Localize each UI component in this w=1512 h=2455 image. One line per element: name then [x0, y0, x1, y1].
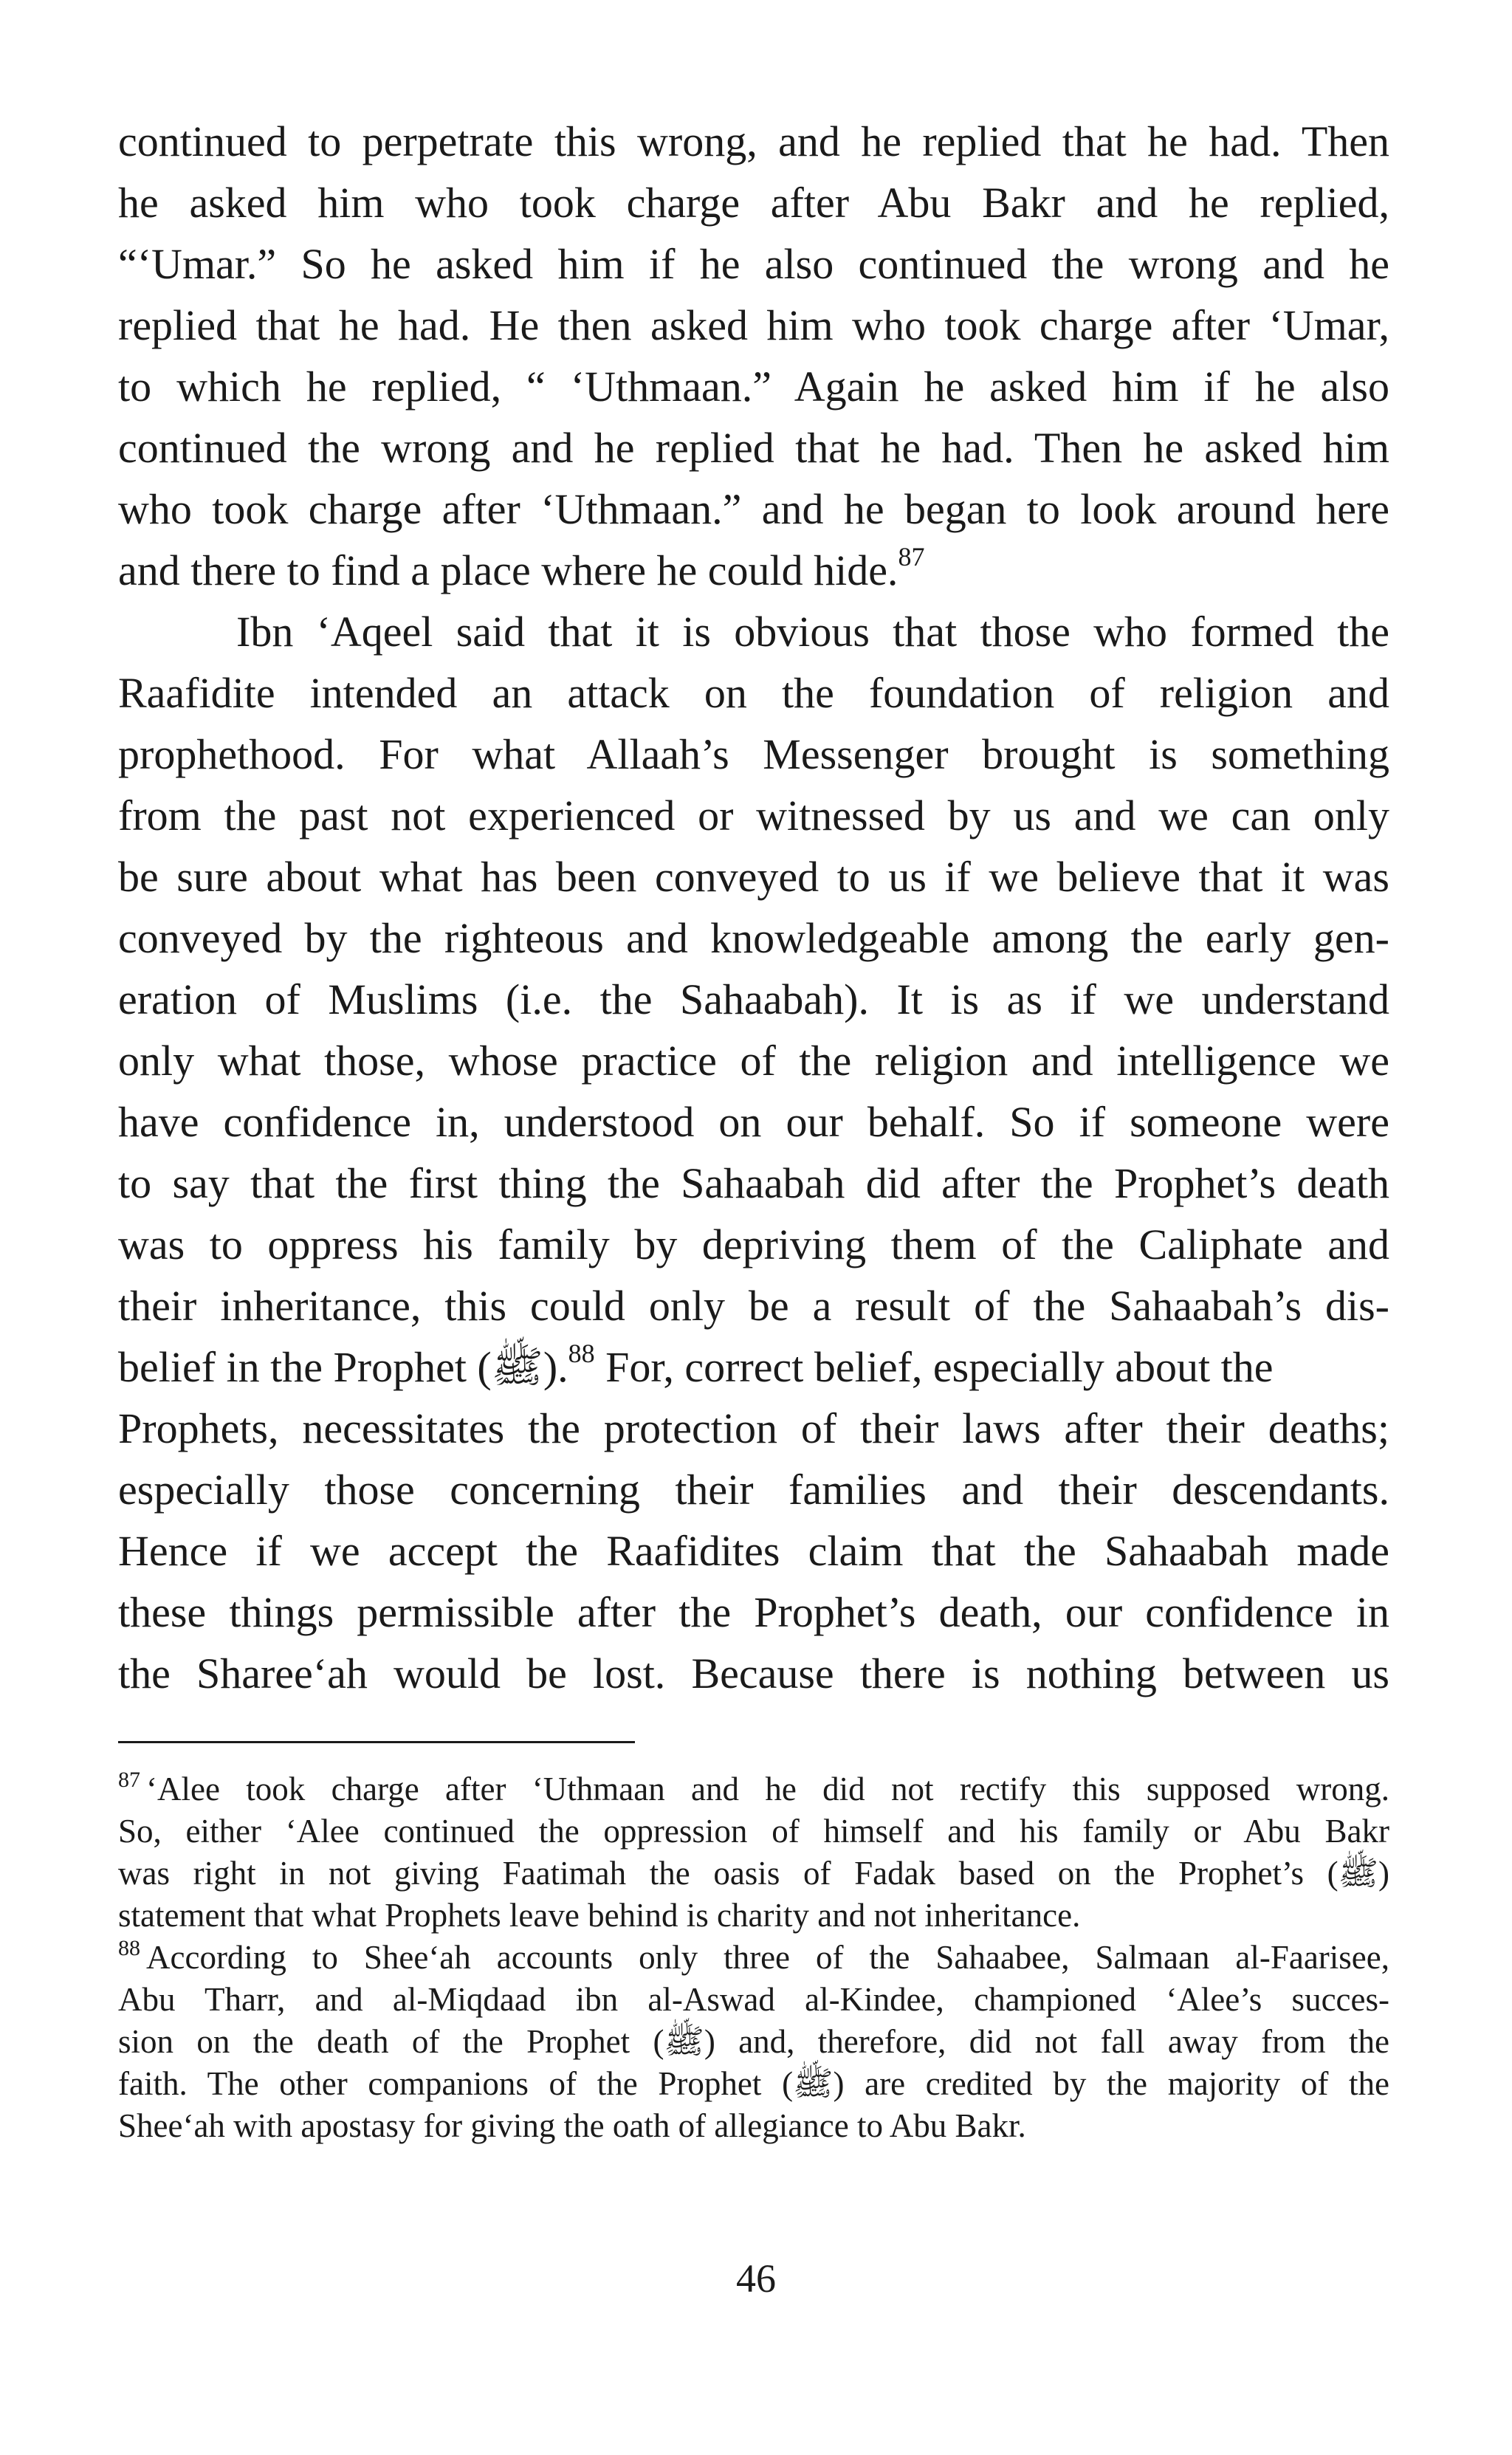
- footnote-separator: [118, 1741, 635, 1743]
- footnote-88-text-1: According to Shee‘ah accounts only three of the Sahaabee, Salmaan al-Faarisee,: [146, 1939, 1389, 1976]
- footnote-87-text-1: ‘Alee took charge after ‘Uthmaan and he did not rectify this supposed wrong.: [146, 1771, 1389, 1807]
- body-line-13: be sure about what has been conveyed to us if we believe that it was: [118, 853, 1389, 901]
- footnote-87-line-1: [118, 1768, 1389, 1810]
- footnote-87-number: 87: [118, 1768, 140, 1792]
- body-line-21: [118, 1336, 1389, 1398]
- body-line-26: the Sharee‘ah would be lost. Because there is nothing between us: [118, 1649, 1389, 1697]
- body-line-21-tail: For, correct belief, especially about the: [605, 1343, 1274, 1391]
- footnote-87-line-2: So, either ‘Alee continued the oppression of himself and his family or Abu Bakr: [118, 1813, 1389, 1850]
- footnote-88-line-3: sion on the death of the Prophet (ﷺ) and, therefore, did not fall away from the: [118, 2023, 1389, 2060]
- body-line-7: who took charge after ‘Uthmaan.” and he began to look around here: [118, 485, 1389, 533]
- footnote-87-line-4: statement that what Prophets leave behind is charity and not inheritance.: [118, 1897, 1081, 1934]
- body-line-21-text: belief in the Prophet (ﷺ).: [118, 1343, 568, 1391]
- footnote-88-line-2: Abu Tharr, and al-Miqdaad ibn al-Aswad al-Kindee, championed ‘Alee’s succes-: [118, 1981, 1389, 2018]
- body-line-14: conveyed by the righteous and knowledgeable among the early gen-: [118, 914, 1389, 962]
- body-line-4: replied that he had. He then asked him who took charge after ‘Umar,: [118, 301, 1389, 349]
- body-line-8: [118, 540, 1389, 601]
- body-line-9: Ibn ‘Aqeel said that it is obvious that those who formed the: [236, 608, 1389, 656]
- body-line-3: “‘Umar.” So he asked him if he also continued the wrong and he: [118, 240, 1389, 288]
- body-line-17: have confidence in, understood on our behalf. So if someone were: [118, 1098, 1389, 1146]
- main-text: [118, 111, 1389, 1704]
- footnote-88-line-4: faith. The other companions of the Prophet (ﷺ) are credited by the majority of the: [118, 2065, 1389, 2102]
- body-line-2: he asked him who took charge after Abu Bakr and he replied,: [118, 179, 1389, 227]
- footnotes: [118, 1768, 1389, 2147]
- footnote-88-line-1: [118, 1937, 1389, 1979]
- footnote-88-number: 88: [118, 1936, 140, 1960]
- body-line-16: only what those, whose practice of the religion and intelligence we: [118, 1037, 1389, 1085]
- body-line-6: continued the wrong and he replied that he had. Then he asked him: [118, 424, 1389, 472]
- body-line-18: to say that the first thing the Sahaabah did after the Prophet’s death: [118, 1159, 1389, 1207]
- body-line-5: to which he replied, “ ‘Uthmaan.” Again he asked him if he also: [118, 363, 1389, 411]
- body-line-24: Hence if we accept the Raafidites claim that the Sahaabah made: [118, 1527, 1389, 1575]
- footnote-ref-87: 87: [898, 542, 925, 571]
- body-line-20: their inheritance, this could only be a result of the Sahaabah’s dis-: [118, 1282, 1389, 1330]
- body-line-15: eration of Muslims (i.e. the Sahaabah). It is as if we understand: [118, 975, 1389, 1023]
- footnote-87-line-3: was right in not giving Faatimah the oasis of Fadak based on the Prophet’s (ﷺ): [118, 1855, 1389, 1892]
- body-line-23: especially those concerning their families and their descendants.: [118, 1466, 1389, 1514]
- footnote-88-line-5: Shee‘ah with apostasy for giving the oath of allegiance to Abu Bakr.: [118, 2107, 1026, 2144]
- footnote-ref-88: 88: [568, 1339, 595, 1368]
- body-line-11: prophethood. For what Allaah’s Messenger brought is something: [118, 730, 1389, 778]
- body-line-1: continued to perpetrate this wrong, and he replied that he had. Then: [118, 117, 1389, 165]
- body-line-8-text: and there to find a place where he could hide.: [118, 546, 898, 594]
- body-line-10: Raafidite intended an attack on the foundation of religion and: [118, 669, 1389, 717]
- body-line-19: was to oppress his family by depriving them of the Caliphate and: [118, 1220, 1389, 1268]
- body-line-12: from the past not experienced or witnessed by us and we can only: [118, 792, 1389, 839]
- body-line-25: these things permissible after the Prophet’s death, our confidence in: [118, 1588, 1389, 1636]
- body-line-22: Prophets, necessitates the protection of their laws after their deaths;: [118, 1404, 1389, 1452]
- page-number: 46: [736, 2256, 776, 2301]
